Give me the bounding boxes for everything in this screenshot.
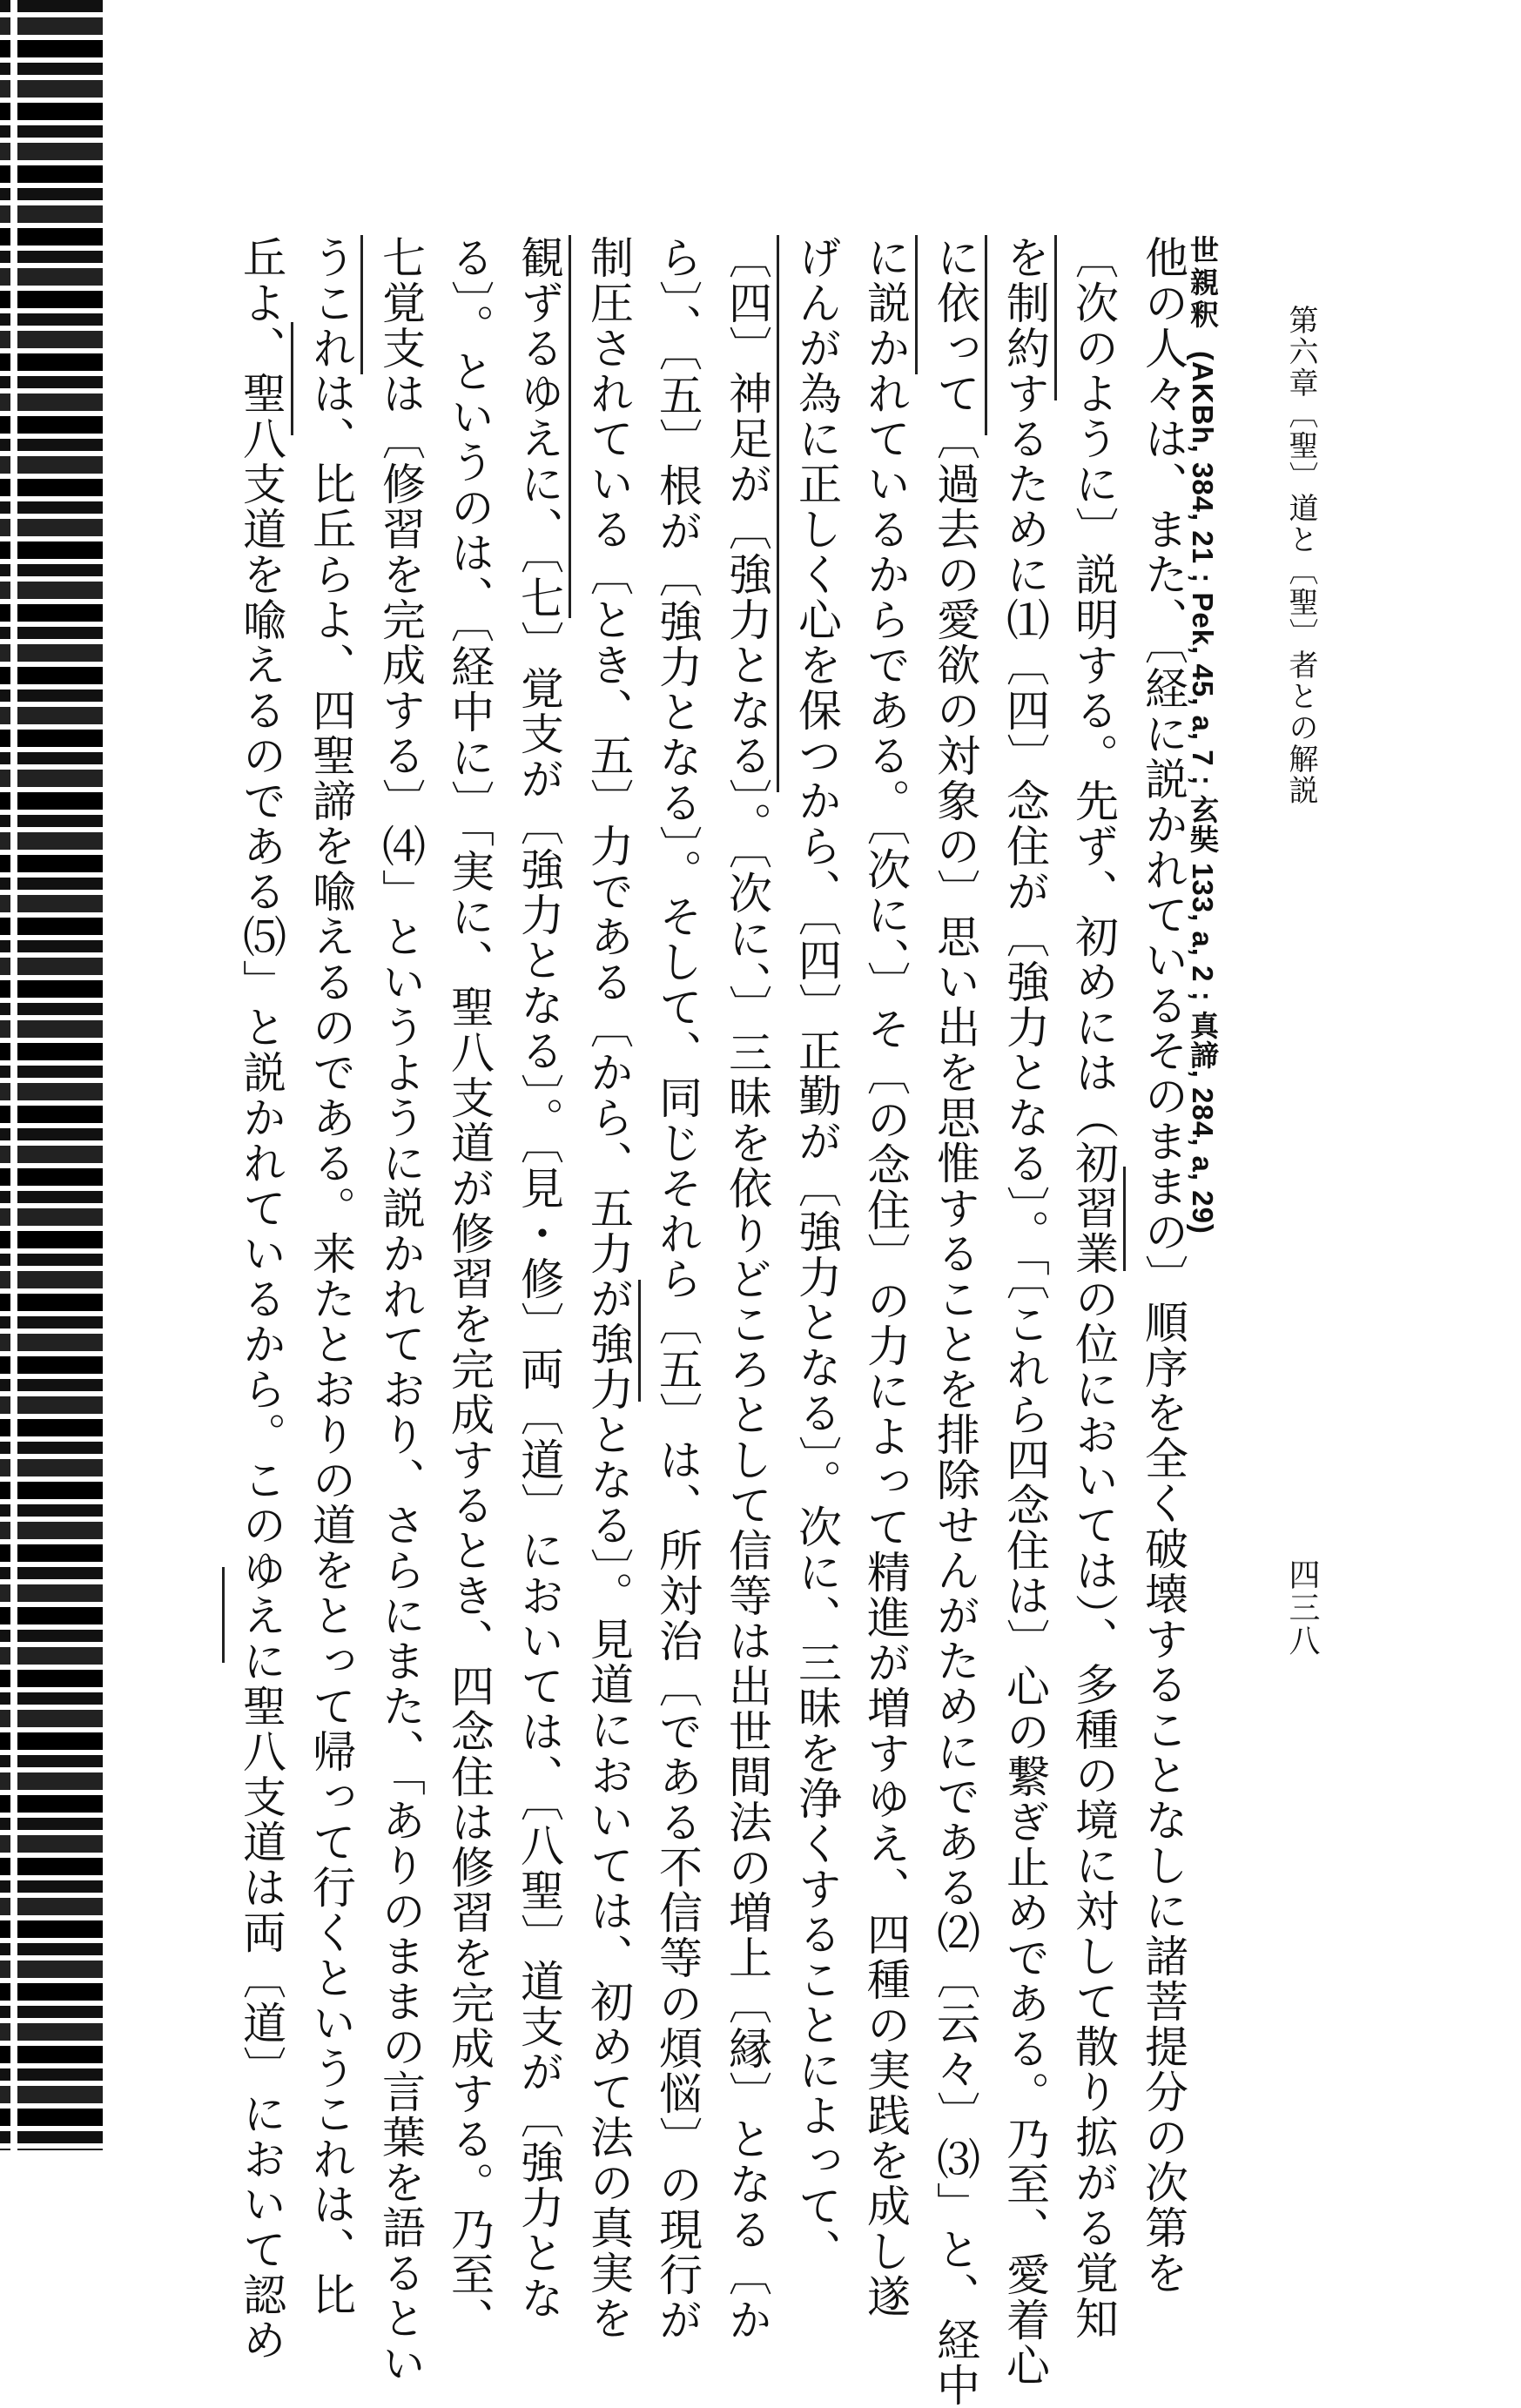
citation-reference: (AKBh, 384, 21 ; Pek, 45, a, 7 ; 玄奘 133, a, 2 ; 真諦, 284, a, 29) xyxy=(1187,351,1219,1234)
sideline-mark xyxy=(638,1280,641,1402)
text-line: に説かれているからである。〔次に、〕そ〔の念住〕の力によって精進が増すゆえ、四種の実践を成し遂 xyxy=(860,235,911,2319)
text-line: げんが為に正しく心を保つから、〔四〕正勤が〔強力となる〕。次に、三昧を浄くすることによって、 xyxy=(791,235,842,2274)
sideline-mark xyxy=(985,235,987,435)
sideline-mark xyxy=(1123,1167,1126,1271)
text-line: 他の人々は、また、〔経に説かれているそのままの〕順序を全く破壊することなしに諸菩提分の次第を xyxy=(1138,235,1188,2296)
sideline-mark xyxy=(915,235,918,374)
running-header: 第六章〔聖〕道と〔聖〕者との解説 xyxy=(1283,305,1318,806)
page-number: 四三八 xyxy=(1284,1558,1320,1658)
sideline-mark xyxy=(777,235,779,792)
sideline-mark xyxy=(569,235,571,618)
text-line: に依って〔過去の愛欲の対象の〕思い出を思惟することを排除せんがためにである⑵〔云々〕⑶」と、経中 xyxy=(930,235,980,2408)
text-line: 制圧されている〔とき、五〕力である〔から、五力が強力となる〕。見道においては、初めて法の真実を xyxy=(583,235,634,2341)
scan-binding-edge xyxy=(0,0,103,2150)
sideline-mark xyxy=(1054,235,1057,400)
text-line: 丘よ、聖八支道を喩えるのである⑸」と説かれているから。このゆえに聖八支道は両〔道〕において認め xyxy=(236,235,286,2363)
sideline-mark xyxy=(360,235,363,374)
text-line: うこれは、比丘らよ、四聖諦を喩えるのである。来たとおりの道をとって帰って行くというこれは、比 xyxy=(306,235,356,2317)
citation-label: 世親釈 xyxy=(1186,235,1220,332)
sideline-mark xyxy=(291,322,293,435)
text-line: る〕。というのは、〔経中に〕「実に、聖八支道が修習を完成するとき、四念住は修習を完成する。乃至、 xyxy=(444,235,495,2343)
text-line: 七覚支は〔修習を完成する〕⑷」というように説かれており、さらにまた、「ありのままの言葉を語るとい xyxy=(375,235,426,2386)
text-line: 〔次のように〕説明する。先ず、初めには（初習業の位においては）、多種の境に対して散り拡がる覚知 xyxy=(1068,235,1119,2341)
text-line: ら〕、〔五〕根が〔強力となる〕。そして、同じそれら〔五〕は、所対治〔である不信等の煩悩〕の現行が xyxy=(652,235,703,2343)
text-line: 観ずるゆえに、〔七〕覚支が〔強力となる〕。〔見・修〕両〔道〕においては、〔八聖〕道支が〔強力とな xyxy=(514,235,564,2321)
text-line: を制約するために⑴〔四〕念住が〔強力となる〕。「〔これら四念住は〕心の繋ぎ止めである。乃至、愛着心 xyxy=(999,235,1050,2388)
sideline-mark xyxy=(222,1567,225,1663)
text-line: 〔四〕神足が〔強力となる〕。〔次に、〕三昧を依りどころとして信等は出世間法の増上〔縁〕となる〔か xyxy=(722,235,772,2343)
